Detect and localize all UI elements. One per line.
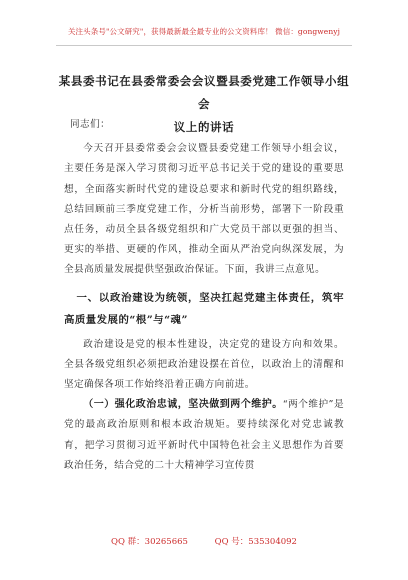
title-line-2: 议上的讲话 [173, 120, 235, 134]
footer-contact [40, 535, 368, 547]
subsection-heading-1: （一）强化政治忠诚，坚决做到两个维护。 [83, 399, 283, 411]
footer-qq-number: QQ 号：535304092 [214, 537, 297, 547]
subsection-1-text: “两个维护”是党的最高政治原则和根本政治规矩。要持续深化对党忠诚教育，把学习贯彻习近平新时代中国特色社会主义思想作为首要政治任务，结合党的二十大精神学习宣传贯 [64, 399, 344, 471]
header-banner: 关注头条号"公文研究"，获得最新最全最专业的公文资料库！ 微信：gongwenyj [67, 27, 341, 36]
title-line-1: 某县委书记在县委常委会会议暨县委党建工作领导小组会 [58, 74, 350, 111]
paragraph-political-building: 政治建设是党的根本性建设，决定党的建设方向和效果。全县各级党组织必须把政治建设摆在首位，以政治上的清醒和坚定确保各项工作始终沿着正确方向前进。 [64, 338, 344, 391]
salutation: 同志们： [70, 119, 111, 130]
paragraph-subsection-1 [64, 395, 344, 476]
section-heading-1: 一、以政治建设为统领，坚决扛起党建主体责任，筑牢高质量发展的“根”与“魂” [64, 291, 344, 326]
document-body [64, 115, 344, 476]
paragraph-intro: 今天召开县委常委会会议暨县委党建工作领导小组会议，主要任务是深入学习贯彻习近平总书记关于党的建设的重要思想，全面落实新时代党的建设总要求和新时代党的组织路线，总结回顾前三季度党建工作，分析当前形势，部署下一阶段重点任务，动员全县各级党组织和广大党员干部以更强的担当、更实的举措、更硬的作风，推动全面从严治党向纵深发展，为全县高质量发展提供坚强政治保证。下面，我讲三点意见。 [64, 143, 344, 276]
header-divider [56, 45, 352, 46]
footer-qq-group: QQ 群：30265665 [111, 537, 188, 547]
